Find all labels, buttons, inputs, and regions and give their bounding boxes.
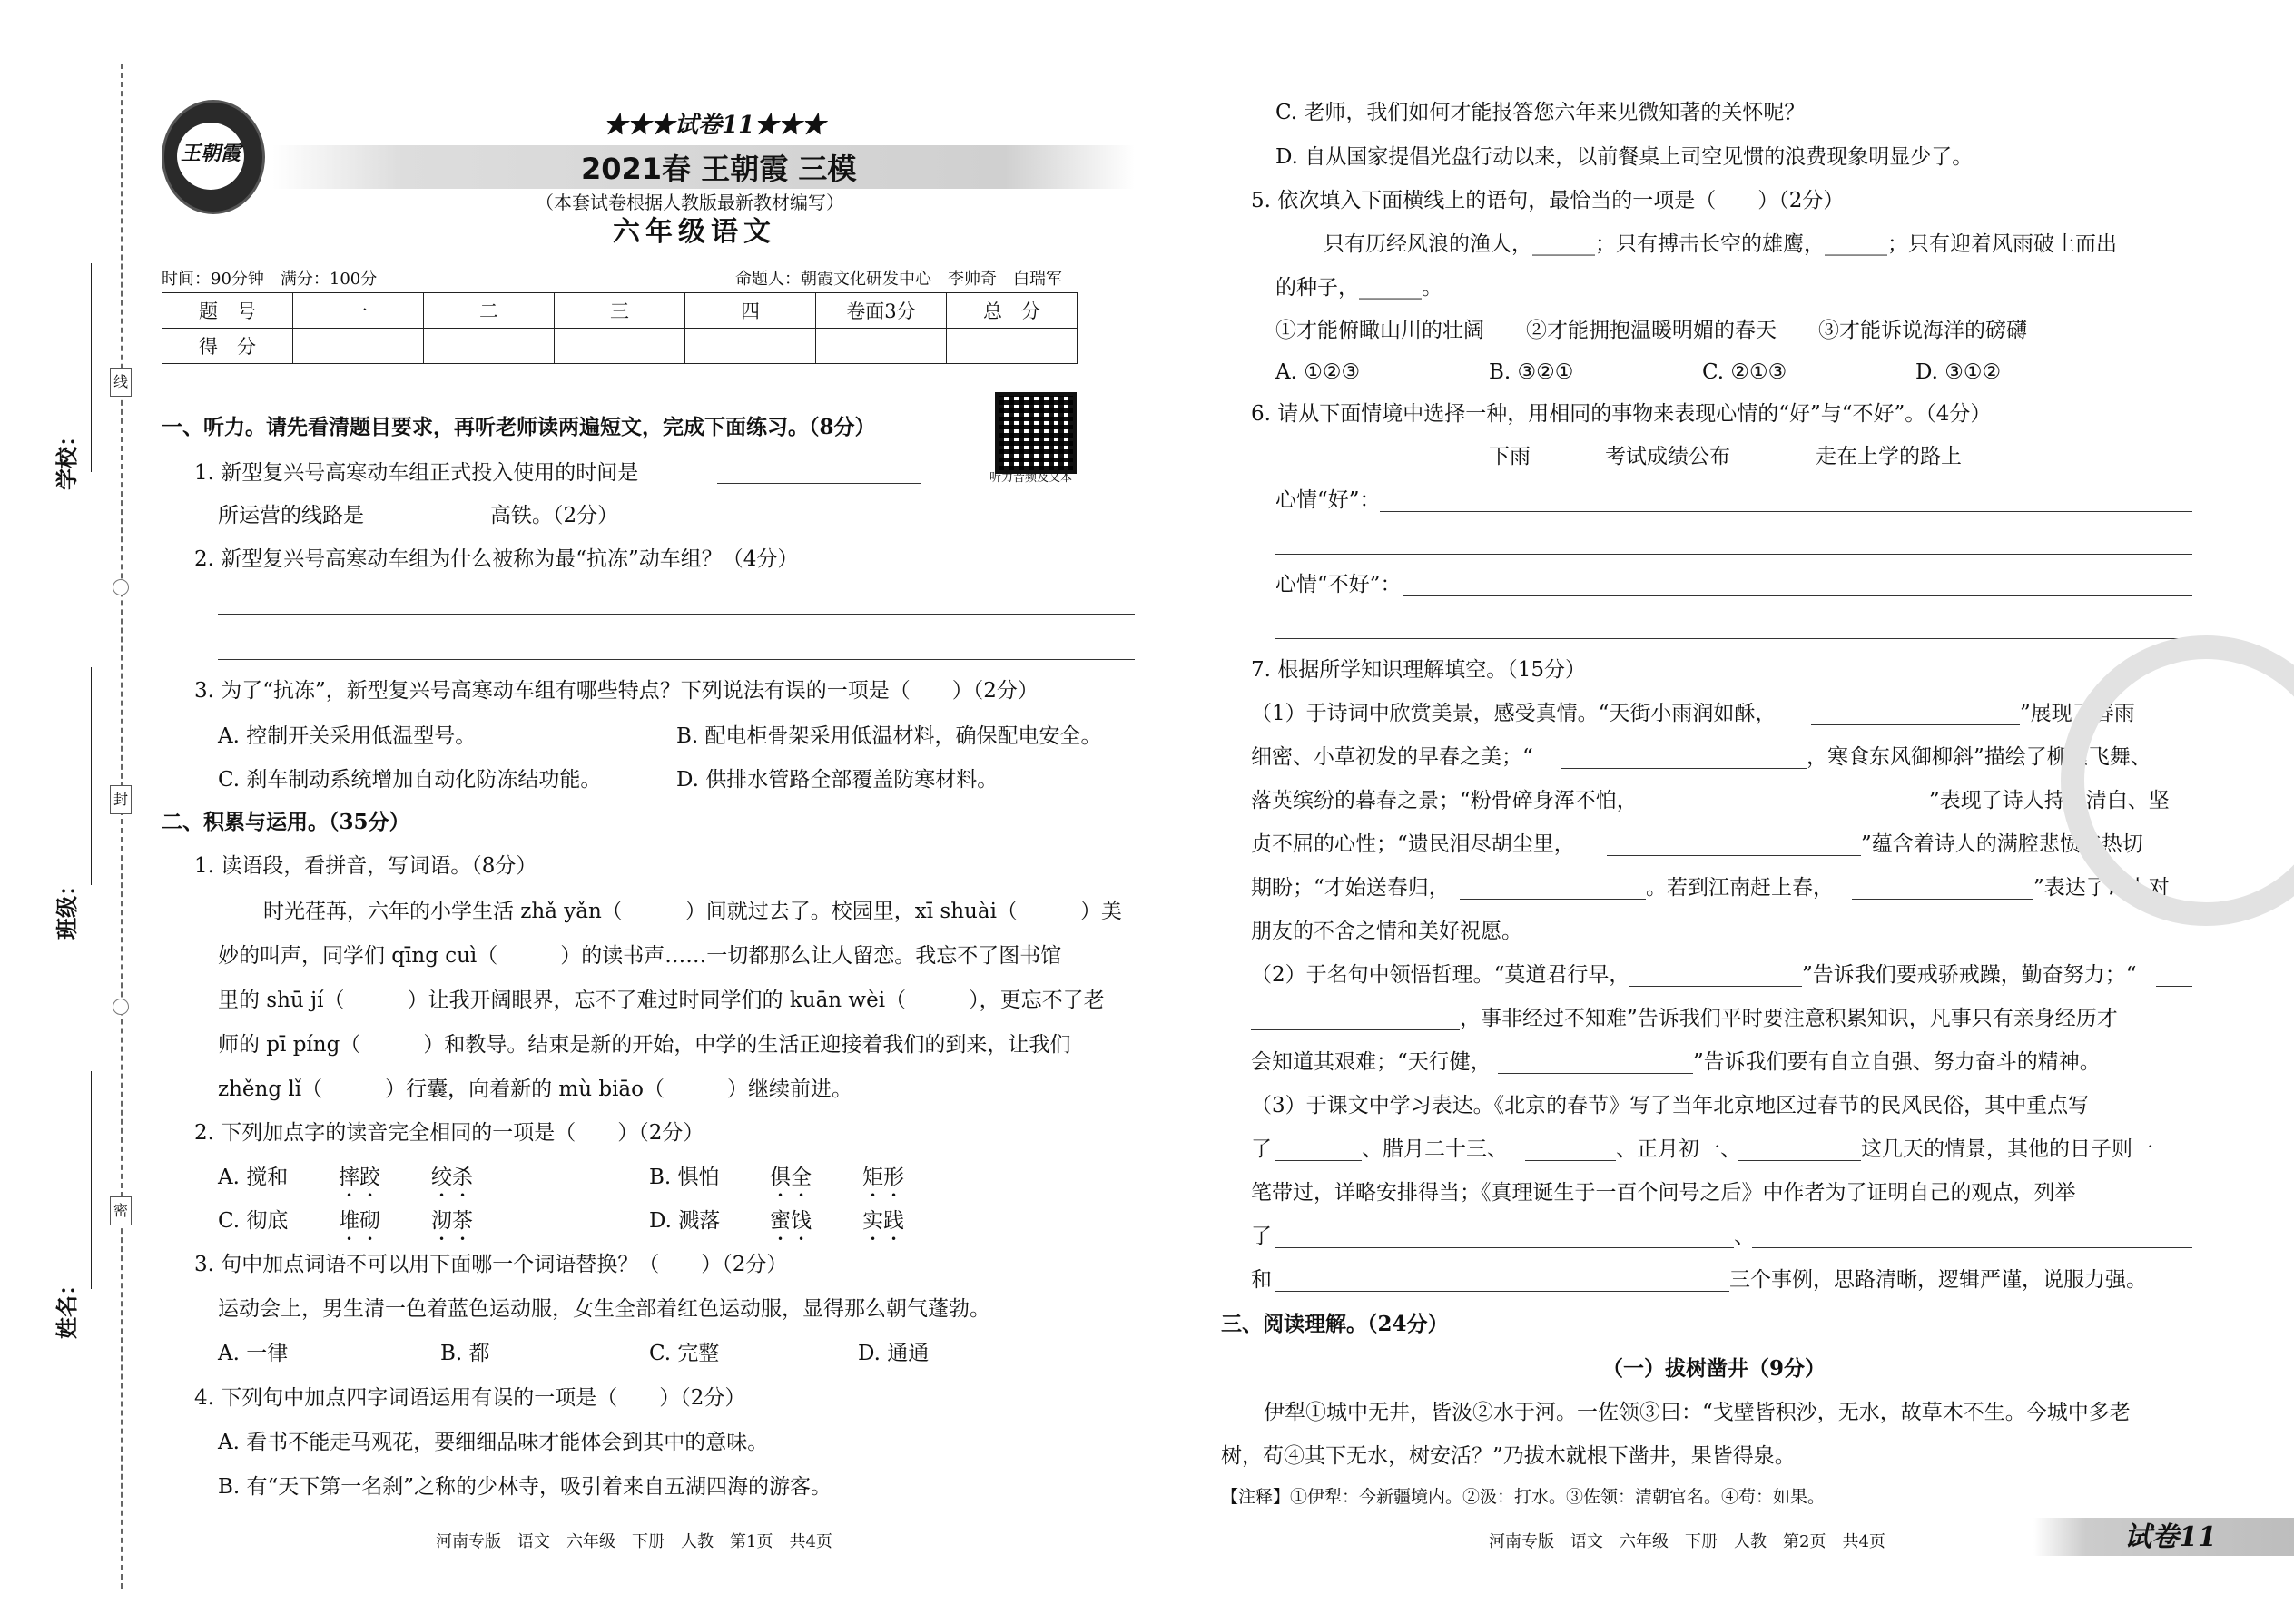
q1-line-b-pre: 所运营的线路是 <box>218 504 364 527</box>
p7-1-line-b2: ，寒食东风御柳斜”描绘了柳絮飞舞、 <box>1807 745 2151 769</box>
p7-1-line-a2: ”展现了春雨 <box>2020 702 2135 725</box>
score-header-row <box>162 293 1078 329</box>
q3-option-c[interactable]: C. 刹车制动系统增加自动化防冻结功能。 <box>218 768 602 792</box>
p6-good-answer-1[interactable] <box>1380 511 2192 512</box>
p7-question: 7. 根据所学知识理解填空。（15分） <box>1251 658 1587 682</box>
p5-option-a[interactable]: A. ①②③ <box>1275 360 1361 384</box>
p2-option-d-3: 实践 <box>862 1209 904 1233</box>
p7-2-blank-2a[interactable] <box>2156 986 2192 987</box>
p6-option-rain: 下雨 <box>1489 445 1531 468</box>
p7-2-blank-2b[interactable] <box>1251 1029 1460 1030</box>
p7-3-comma: 、 <box>1734 1225 1755 1248</box>
p7-1-line-e2: 。若到江南赶上春， <box>1646 876 1834 900</box>
p1-passage-line-1: 时光荏苒，六年的小学生活 zhǎ yǎn（ ）间就过去了。校园里，xī shuài（ ）美 <box>263 900 1122 923</box>
p7-1-line-a: （1）于诗词中欣赏美景，感受真情。“天街小雨润如酥， <box>1251 702 1777 725</box>
score-row-label: 得 分 <box>162 329 293 364</box>
p5-option-b[interactable]: B. ③②① <box>1489 360 1574 384</box>
p3-question: 3. 句中加点词语不可以用下面哪一个词语替换？（ ）（2分） <box>194 1253 788 1276</box>
qr-code[interactable] <box>995 392 1077 474</box>
p7-1-line-f: 朋友的不舍之情和美好祝愿。 <box>1251 920 1522 943</box>
p7-3-line-d: 了 <box>1251 1225 1272 1248</box>
logo-text: 王朝霞 <box>181 142 241 165</box>
p7-1-line-d2: ”蕴含着诗人的满腔悲愤与热切 <box>1861 832 2143 856</box>
p7-3-blank-5[interactable] <box>1752 1247 2192 1248</box>
p1-passage-line-3: 里的 shū jí（ ）让我开阔眼界，忘不了难过时同学们的 kuān wèi（ ），更忘不了老 <box>218 989 1105 1012</box>
exam-title: 2021春 王朝霞 三模 <box>581 152 857 186</box>
p7-3-line-b2: 、腊月二十三、 <box>1362 1137 1508 1161</box>
q3-option-a[interactable]: A. 控制开关采用低温型号。 <box>218 724 477 748</box>
binding-hole-1 <box>113 579 129 595</box>
score-cell[interactable] <box>293 329 424 364</box>
p2-option-a-3: 绞杀 <box>431 1166 473 1189</box>
p3-option-a[interactable]: A. 一律 <box>218 1342 289 1365</box>
score-header-cell: 三 <box>555 293 685 329</box>
paper-label: ★★★试卷11★★★ <box>604 112 826 139</box>
p7-1-blank-4[interactable] <box>1607 855 1861 856</box>
p2-option-a-1[interactable]: A. 搅和 <box>218 1166 289 1189</box>
p1-passage-line-4: 师的 pī píng（ ）和教导。结束是新的开始，中学的生活正迎接着我们的到来，让我们 <box>218 1033 1071 1057</box>
p4-option-a[interactable]: A. 看书不能走马观花，要细细品味才能体会到其中的意味。 <box>218 1431 769 1454</box>
p7-3-blank-3[interactable] <box>1738 1160 1861 1161</box>
p7-1-line-e: 期盼；“才始送春归， <box>1251 876 1450 900</box>
reading-1-note: 【注释】①伊犁：今新疆境内。②汲：打水。③佐领：清朝官名。④苟：如果。 <box>1221 1487 1826 1507</box>
p7-2-line-c: 会知道其艰难；“天行健， <box>1251 1050 1492 1074</box>
score-table <box>162 292 1078 364</box>
p7-3-blank-2[interactable] <box>1525 1160 1616 1161</box>
binding-mark-mi: 密 <box>110 1196 132 1225</box>
score-cell[interactable] <box>555 329 685 364</box>
p7-1-line-e3: ”表达了诗人对 <box>2033 876 2170 900</box>
section-2-title: 二、积累与运用。（35分） <box>162 810 410 834</box>
p7-1-line-b: 细密、小草初发的早春之美；“ <box>1251 745 1533 769</box>
p5-option-c[interactable]: C. ②①③ <box>1702 360 1787 384</box>
p7-3-blank-6[interactable] <box>1275 1291 1729 1292</box>
q3-option-d[interactable]: D. 供排水管路全部覆盖防寒材料。 <box>676 768 999 792</box>
p1-passage-line-2: 妙的叫声，同学们 qīng cuì（ ）的读书声……一切都那么让人留恋。我忘不了图书馆 <box>218 944 1062 968</box>
p7-1-blank-1[interactable] <box>1811 724 2020 725</box>
score-header-cell: 二 <box>424 293 555 329</box>
section-3-title: 三、阅读理解。（24分） <box>1221 1312 1449 1336</box>
p7-3-line-b4: 这几天的情景，其他的日子则一 <box>1861 1137 2153 1161</box>
exam-subject: 六年级语文 <box>613 216 776 248</box>
p3-option-b[interactable]: B. 都 <box>440 1342 490 1365</box>
score-cell[interactable] <box>424 329 555 364</box>
p4-option-d[interactable]: D. 自从国家提倡光盘行动以来，以前餐桌上司空见惯的浪费现象明显少了。 <box>1275 145 1974 169</box>
p7-1-line-d: 贞不屈的心性；“遗民泪尽胡尘里， <box>1251 832 1575 856</box>
q1-line-b-post: 高铁。（2分） <box>490 504 619 527</box>
p1-passage-line-5: zhěng lǐ（ ）行囊，向着新的 mù biāo（ ）继续前进。 <box>218 1078 852 1101</box>
q3-option-b[interactable]: B. 配电柜骨架采用低温材料，确保配电安全。 <box>676 724 1102 748</box>
p2-option-b-3: 矩形 <box>862 1166 904 1189</box>
p7-3-blank-1[interactable] <box>1275 1160 1362 1161</box>
p2-question: 2. 下列加点字的读音完全相同的一项是（ ）（2分） <box>194 1121 704 1145</box>
school-label: 学校： <box>54 425 80 490</box>
p7-2-line-b: ，事非经过不知难”告诉我们平时要注意积累知识，凡事只有亲身经历才 <box>1460 1007 2118 1030</box>
p2-option-b-1[interactable]: B. 惧怕 <box>649 1166 720 1189</box>
p7-2-line-c2: ”告诉我们要有自立自强、努力奋斗的精神。 <box>1693 1050 2101 1074</box>
reading-1-line-1: 伊犁①城中无井，皆汲②水于河。一佐领③曰：“戈壁皆积沙，无水，故草木不生。今城中多老 <box>1264 1401 2131 1424</box>
name-label: 姓名： <box>54 1274 80 1339</box>
p7-3-line-e: 和 <box>1251 1268 1272 1292</box>
binding-hole-2 <box>113 999 129 1015</box>
left-footer: 河南专版 语文 六年级 下册 人教 第1页 共4页 <box>436 1532 832 1551</box>
p6-bad-answer-2[interactable] <box>1275 638 2192 639</box>
name-field[interactable] <box>91 1071 92 1289</box>
reading-1-title: （一）拔树凿井（9分） <box>1602 1356 1826 1381</box>
binding-dashed-line <box>121 64 123 1589</box>
p2-option-b-2: 俱全 <box>770 1166 812 1189</box>
score-header-cell: 一 <box>293 293 424 329</box>
exam-subtitle: （本套试卷根据人教版最新教材编写） <box>536 192 844 213</box>
p3-option-c[interactable]: C. 完整 <box>649 1342 720 1365</box>
p7-2-blank-1[interactable] <box>1629 986 1802 987</box>
logo-badge <box>162 100 265 214</box>
p7-1-line-c: 落英缤纷的暮春之景；“粉骨碎身浑不怕， <box>1251 789 1638 812</box>
p4-option-b[interactable]: B. 有“天下第一名刹”之称的少林寺，吸引着来自五湖四海的游客。 <box>218 1475 832 1499</box>
school-field[interactable] <box>91 263 92 472</box>
p2-option-c-1[interactable]: C. 彻底 <box>218 1209 289 1233</box>
authors: 命题人：朝霞文化研发中心 李帅奇 白瑞军 <box>735 270 1062 289</box>
q2-answer-line-2[interactable] <box>218 659 1135 660</box>
reading-1-line-2: 树，苟④其下无水，树安活？”乃拔木就根下凿井，果皆得泉。 <box>1221 1444 1796 1468</box>
p7-2-line-a: （2）于名句中领悟哲理。“莫道君行早， <box>1251 963 1630 987</box>
p2-option-a-2: 摔跤 <box>339 1166 380 1189</box>
p6-good-label: 心情“好”： <box>1275 488 1381 512</box>
p7-2-blank-3[interactable] <box>1498 1073 1693 1074</box>
p2-option-d-1[interactable]: D. 溅落 <box>649 1209 721 1233</box>
qr-caption: 听力音频及文本 <box>989 471 1073 485</box>
p5-sentence-1: 只有历经风浪的渔人，______；只有搏击长空的雄鹰，______；只有迎着风雨破土而出 <box>1324 232 2117 256</box>
p2-option-c-3: 沏茶 <box>431 1209 473 1233</box>
p5-sentence-2: 的种子，______。 <box>1275 276 1442 300</box>
corner-label: 试卷11 <box>2124 1521 2217 1553</box>
q1-answer-1[interactable] <box>717 483 921 484</box>
p7-3-line-a: （3）于课文中学习表达。《北京的春节》写了当年北京地区过春节的民风民俗，其中重点写 <box>1251 1094 2090 1117</box>
score-row <box>162 329 1078 364</box>
score-cell[interactable] <box>816 329 947 364</box>
p3-sentence: 运动会上，男生清一色着蓝色运动服，女生全部着红色运动服，显得那么朝气蓬勃。 <box>218 1297 990 1321</box>
binding-mark-feng: 封 <box>110 785 132 814</box>
p6-bad-label: 心情“不好”： <box>1275 573 1402 596</box>
q3: 3. 为了“抗冻”，新型复兴号高寒动车组有哪些特点？下列说法有误的一项是（ ）（2分） <box>194 679 1039 703</box>
p7-1-line-c2: ”表现了诗人持身清白、坚 <box>1929 789 2170 812</box>
p5-option-d[interactable]: D. ③①② <box>1915 360 2002 384</box>
class-label: 班级： <box>54 874 80 940</box>
p7-2-line-a2: ”告诉我们要戒骄戒躁，勤奋努力；“ <box>1802 963 2137 987</box>
p7-3-line-e2: 三个事例，思路清晰，逻辑严谨，说服力强。 <box>1729 1268 2147 1292</box>
p6-option-exam: 考试成绩公布 <box>1605 445 1730 468</box>
score-header-cell: 题 号 <box>162 293 293 329</box>
p3-option-d[interactable]: D. 通通 <box>858 1342 930 1365</box>
p5-items: ①才能俯瞰山川的壮阔 ②才能拥抱温暖明媚的春天 ③才能诉说海洋的磅礴 <box>1275 319 2027 342</box>
p7-3-line-c: 笔带过，详略安排得当；《真理诞生于一百个问号之后》中作者为了证明自己的观点，列举 <box>1251 1181 2076 1205</box>
p1-question: 1. 读语段，看拼音，写词语。（8分） <box>194 854 537 878</box>
score-cell[interactable] <box>947 329 1078 364</box>
binding-mark-xian: 线 <box>110 368 132 397</box>
p7-1-blank-2[interactable] <box>1561 768 1807 769</box>
p7-3-blank-4[interactable] <box>1275 1247 1734 1248</box>
p4-question: 4. 下列句中加点四字词语运用有误的一项是（ ）（2分） <box>194 1386 746 1410</box>
p2-option-c-2: 堆砌 <box>339 1209 380 1233</box>
q2-answer-line-1[interactable] <box>218 614 1135 615</box>
p5-question: 5. 依次填入下面横线上的语句，最恰当的一项是（ ）（2分） <box>1251 189 1845 212</box>
score-cell[interactable] <box>685 329 816 364</box>
q1-line-a: 1. 新型复兴号高寒动车组正式投入使用的时间是 <box>194 461 639 485</box>
p2-option-d-2: 蜜饯 <box>770 1209 812 1233</box>
p6-option-school: 走在上学的路上 <box>1816 445 1962 468</box>
q2: 2. 新型复兴号高寒动车组为什么被称为最“抗冻”动车组？（4分） <box>194 547 799 571</box>
p6-question: 6. 请从下面情境中选择一种，用相同的事物来表现心情的“好”与“不好”。（4分） <box>1251 402 1992 426</box>
section-1-title: 一、听力。请先看清题目要求，再听老师读两遍短文，完成下面练习。（8分） <box>162 415 876 439</box>
p7-3-line-b3: 、正月初一、 <box>1616 1137 1741 1161</box>
p7-1-blank-6[interactable] <box>1852 899 2033 900</box>
time-info: 时间：90分钟 满分：100分 <box>162 270 378 289</box>
p6-good-answer-2[interactable] <box>1275 554 2192 555</box>
class-field[interactable] <box>91 667 92 885</box>
p4-option-c[interactable]: C. 老师，我们如何才能报答您六年来见微知著的关怀呢？ <box>1275 101 1806 124</box>
score-header-cell: 四 <box>685 293 816 329</box>
p7-1-blank-5[interactable] <box>1460 899 1646 900</box>
score-header-cell: 卷面3分 <box>816 293 947 329</box>
score-header-cell: 总 分 <box>947 293 1078 329</box>
right-footer: 河南专版 语文 六年级 下册 人教 第2页 共4页 <box>1489 1532 1885 1551</box>
p7-3-line-b1: 了 <box>1251 1137 1272 1161</box>
p6-bad-answer-1[interactable] <box>1403 595 2192 596</box>
